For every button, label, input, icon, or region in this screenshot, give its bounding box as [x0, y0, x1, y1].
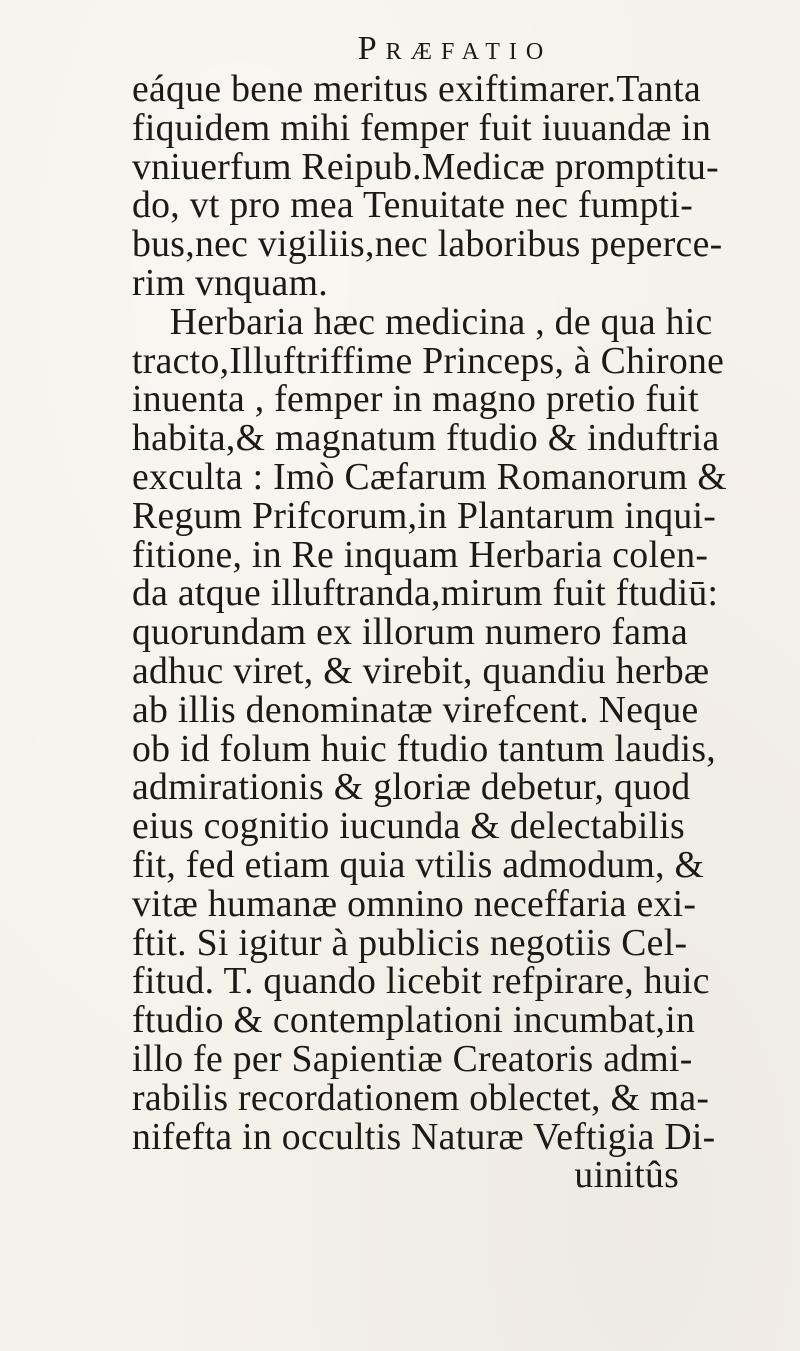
text-line: ftit. Si igitur à publicis negotiis Cel-	[132, 921, 688, 964]
text-line: eius cognitio iucunda & delectabilis	[132, 805, 685, 848]
text-line: eáque bene meritus exiftimarer.Tanta	[132, 68, 702, 110]
text-line: ob id folum huic ftudio tantum laudis,	[132, 727, 717, 770]
text-line: tracto,Illuftriffime Princeps, à Chirone	[132, 339, 725, 382]
text-line: nifefta in occultis Naturæ Veftigia Di-	[132, 1115, 716, 1158]
text-line: Regum Prifcorum,in Plantarum inqui-	[132, 494, 717, 537]
text-line: ab illis denominatæ virefcent. Neque	[132, 688, 699, 731]
text-line: quorundam ex illorum numero fama	[132, 611, 688, 654]
text-line: rabilis recordationem oblectet, & ma-	[132, 1076, 710, 1119]
text-line: exculta : Imò Cæfarum Romanorum &	[132, 455, 728, 498]
running-head: Præfatio	[357, 30, 553, 67]
text-line: fit, fed etiam quia vtilis admodum, &	[132, 843, 705, 886]
text-line: illo fe per Sapientiæ Creatoris admi-	[132, 1037, 693, 1080]
text-line: vitæ humanæ omnino neceffaria exi-	[132, 882, 697, 925]
text-line: vniuerfum Reipub.Medicæ promptitu-	[132, 145, 720, 188]
text-line: Herbaria hæc medicina , de qua hic	[169, 300, 713, 343]
text-line: do, vt pro mea Tenuitate nec fumpti-	[132, 184, 694, 227]
text-line: da atque illuftranda,mirum fuit ftudiū:	[132, 572, 719, 615]
text-line: adhuc viret, & virebit, quandiu herbæ	[132, 649, 710, 692]
text-line: habita,& magnatum ftudio & induftria	[132, 417, 720, 460]
text-line: fitione, in Re inquam Herbaria colen-	[132, 533, 709, 576]
text-line: admirationis & gloriæ debetur, quod	[132, 766, 691, 809]
body-text	[132, 70, 792, 1195]
text-line: bus,nec vigiliis,nec laboribus peperce-	[132, 223, 723, 266]
catchword: uinitûs	[574, 1154, 680, 1197]
text-line: fitud. T. quando licebit refpirare, huic	[132, 960, 710, 1003]
text-line: rim vnquam.	[132, 261, 328, 304]
text-line: ftudio & contemplationi incumbat,in	[132, 999, 696, 1042]
text-line: fiquidem mihi femper fuit iuuandæ in	[132, 106, 712, 149]
text-line: inuenta , femper in magno pretio fuit	[132, 378, 699, 421]
